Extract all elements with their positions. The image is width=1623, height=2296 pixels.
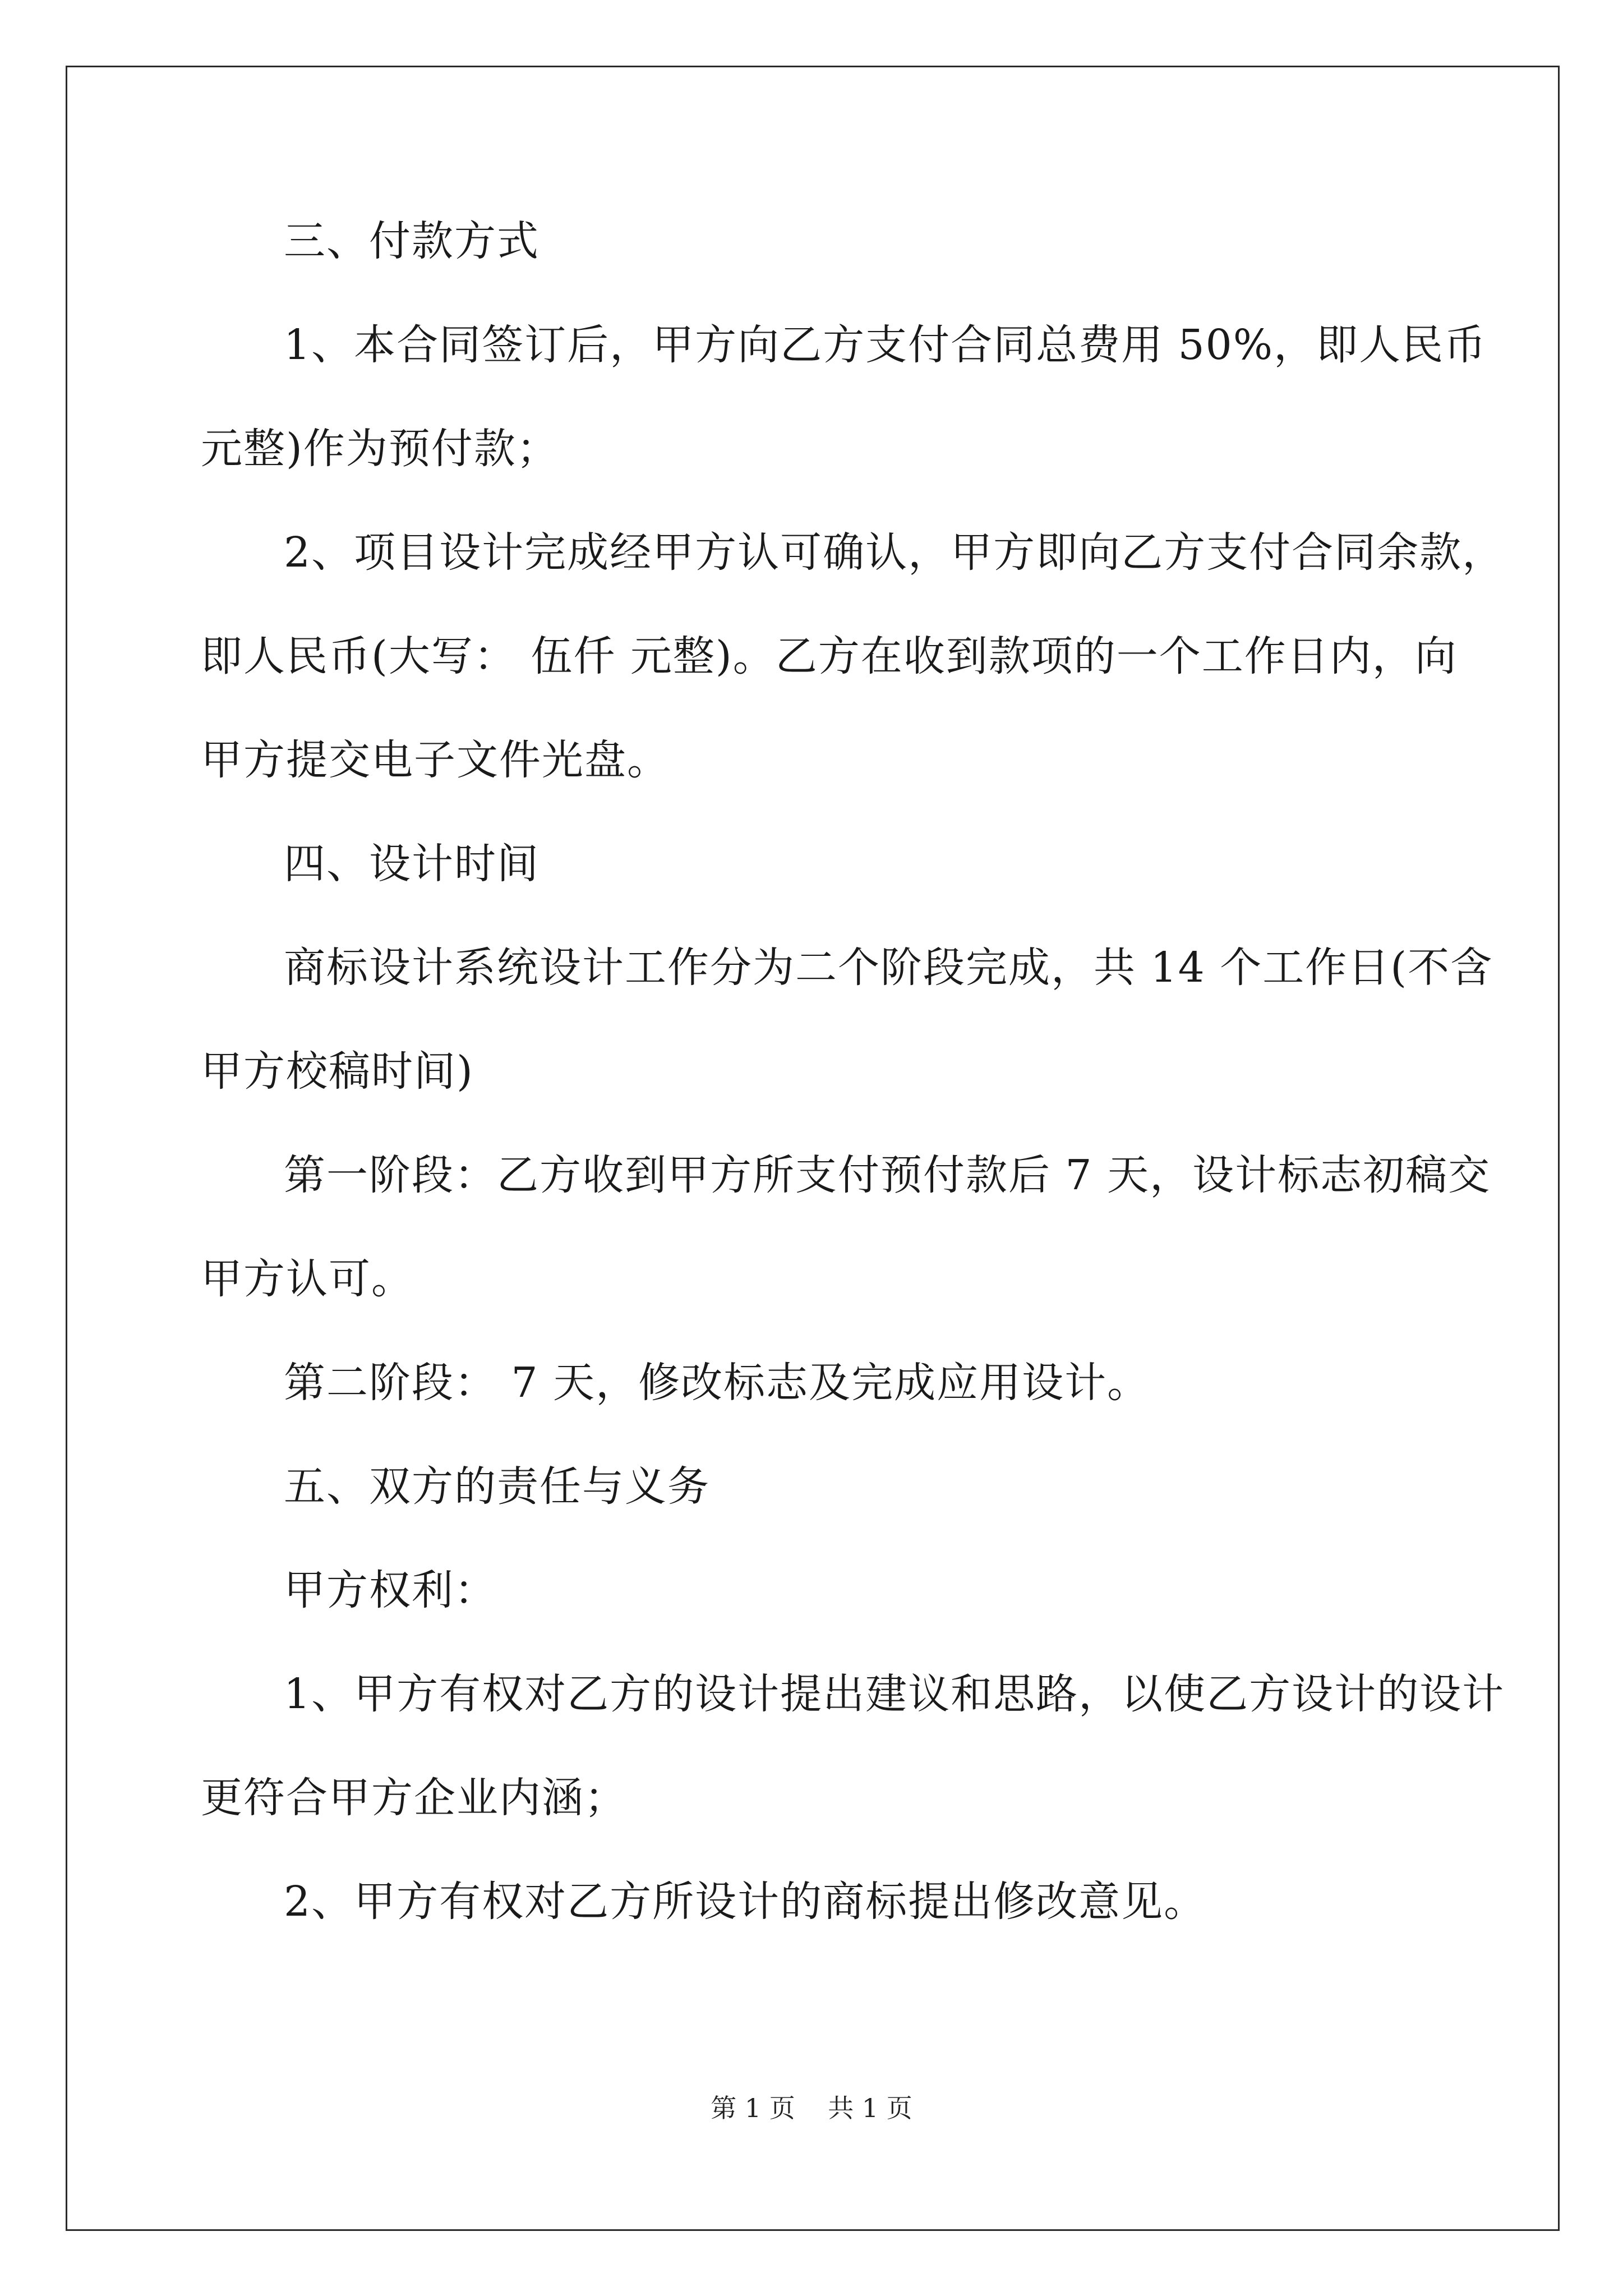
section-heading-design-time: 四、设计时间 [284,840,540,888]
paragraph-line: 即人民币(大写： 伍仟 元整)。乙方在收到款项的一个工作日内，向 [201,632,1458,680]
paragraph-line: 甲方提交电子文件光盘。 [201,736,670,784]
paragraph-line: 1、本合同签订后，甲方向乙方支付合同总费用 50%，即人民币 [284,321,1487,369]
page-number: 第 1 页 共 1 页 [711,2093,912,2123]
paragraph-line: 第二阶段： 7 天，修改标志及完成应用设计。 [284,1359,1150,1407]
paragraph-line: 商标设计系统设计工作分为二个阶段完成，共 14 个工作日(不含 [284,944,1493,992]
paragraph-line: 更符合甲方企业内涵； [201,1774,627,1822]
section-heading-responsibilities: 五、双方的责任与义务 [284,1462,710,1511]
paragraph-line: 2、项目设计完成经甲方认可确认，甲方即向乙方支付合同余款， [284,528,1505,577]
paragraph-line: 甲方认可。 [201,1255,414,1303]
paragraph-line: 甲方校稿时间) [201,1047,474,1096]
subheading-party-a-rights: 甲方权利： [284,1566,497,1614]
paragraph-line: 2、甲方有权对乙方所设计的商标提出修改意见。 [284,1878,1207,1926]
paragraph-line: 第一阶段：乙方收到甲方所支付预付款后 7 天，设计标志初稿交 [284,1151,1491,1199]
paragraph-line: 元整)作为预付款； [201,425,559,473]
section-heading-payment: 三、付款方式 [284,217,540,265]
page-footer [0,2091,1623,2125]
paragraph-line: 1、甲方有权对乙方的设计提出建议和思路，以使乙方设计的设计 [284,1670,1505,1718]
